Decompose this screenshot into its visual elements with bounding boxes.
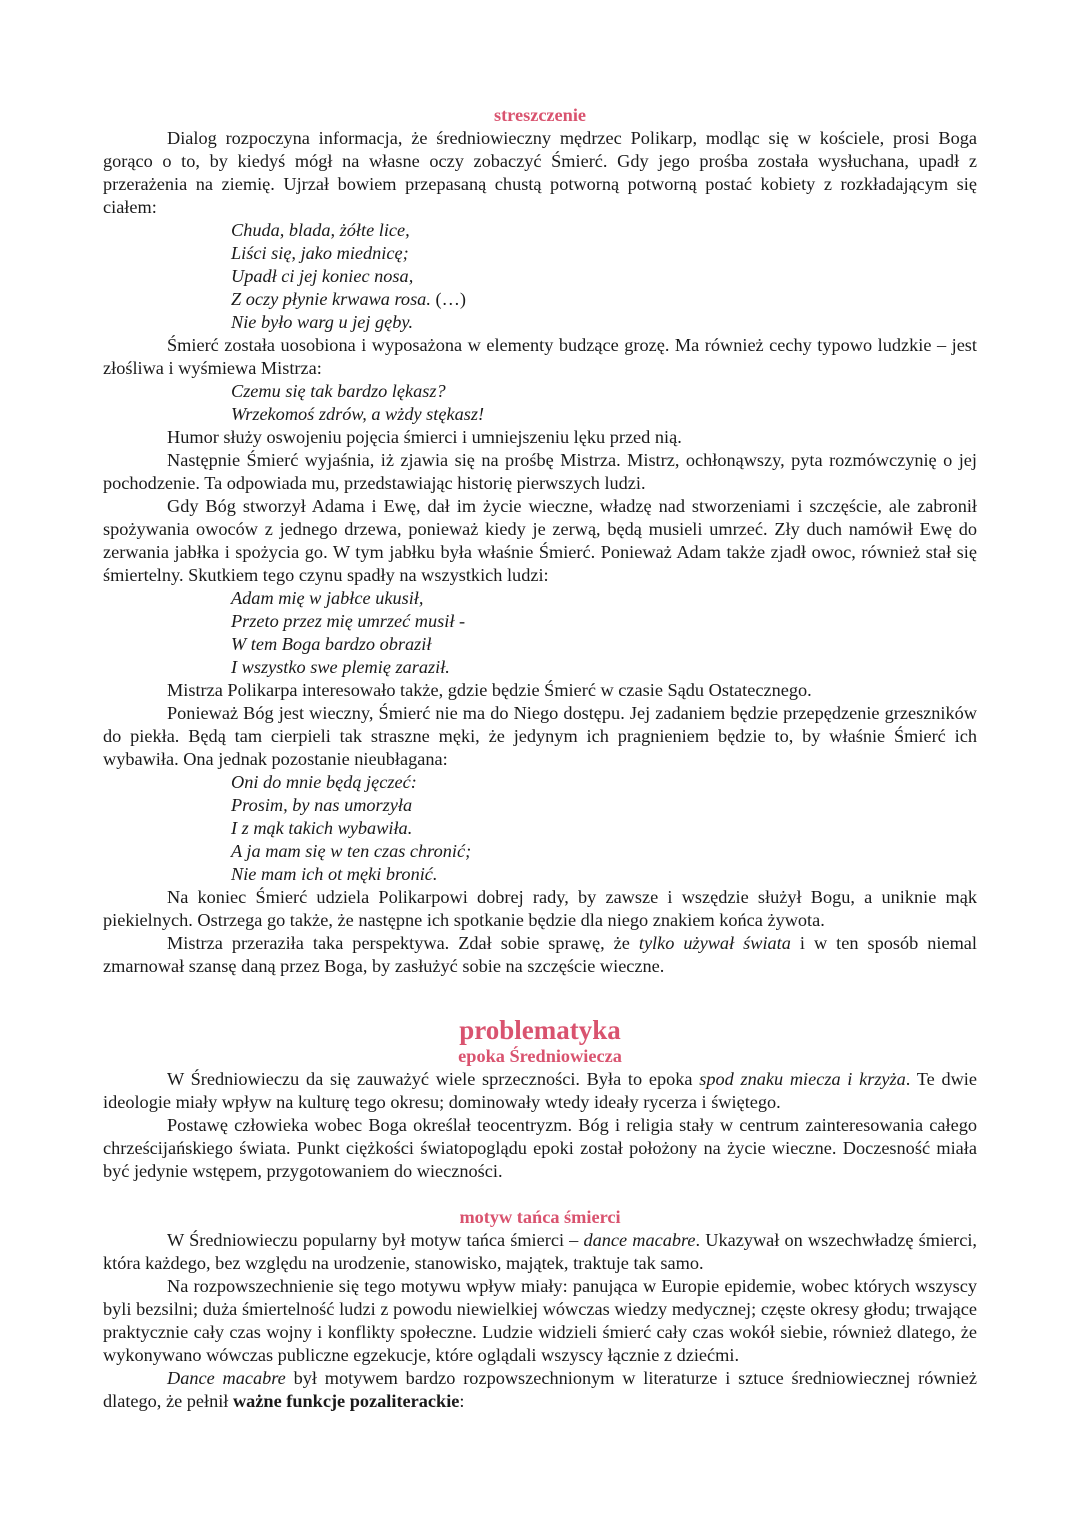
summary-paragraph-5: Gdy Bóg stworzył Adama i Ewę, dał im życie wieczne, władzę nad stworzeniami i szczęście, ale zabronił spożywania owoców z jednego drzewa, ponieważ kiedy je zerwą, będą musieli umrzeć. Zły duch namówił Ewę do zerwania jabłka i spożycia go. W tym jabłku była właśnie Śmierć. Ponieważ Adam także zjadł owoc, również stał się śmiertelny. Skutkiem tego czynu spadły na wszystkich ludzi: xyxy=(103,496,977,585)
verse-line-text: Z oczy płynie krwawa rosa. xyxy=(231,289,431,309)
dance-paragraph-1 xyxy=(103,1229,977,1275)
verse-quote-3 xyxy=(103,587,977,679)
verse-line: W tem Boga bardzo obraził xyxy=(231,634,432,654)
text-run: . Ukazywał on wszechwładzę śmierci, która każdego, bez względu na urodzenie, stanowisko, majątek, traktuje tak samo. xyxy=(103,1230,977,1273)
section-heading-dance: motyw tańca śmierci xyxy=(459,1207,621,1227)
verse-line: Prosim, by nas umorzyła xyxy=(231,795,413,815)
ellipsis-note: (…) xyxy=(430,289,466,309)
italic-phrase: Dance macabre xyxy=(167,1368,286,1388)
verse-line: Oni do mnie będą jęczeć: xyxy=(231,772,417,792)
text-run: : xyxy=(459,1391,465,1411)
italic-phrase: spod znaku miecza i krzyża xyxy=(699,1069,906,1089)
bold-phrase: ważne funkcje pozaliterackie xyxy=(232,1391,460,1411)
verse-line: A ja mam się w ten czas chronić; xyxy=(231,841,472,861)
verse-line: I wszystko swe plemię zaraził. xyxy=(231,657,450,677)
dance-paragraph-3 xyxy=(103,1367,977,1413)
document-page xyxy=(103,104,977,1413)
dance-paragraph-2: Na rozpowszechnienie się tego motywu wpływ miały: panująca w Europie epidemie, wobec których wszyscy byli bezsilni; duża śmiertelność ludzi z powodu niewielkiej wówczas wiedzy medycznej; częste okresy głodu; trwające praktycznie cały czas wojny i konflikty społeczne. Ludzie widzieli śmierć cały czas wokół siebie, również dlatego, że wykonywano wówczas publiczne egzekucje, które oglądali wszyscy łącznie z dziećmi. xyxy=(103,1276,977,1365)
problems-paragraph-1 xyxy=(103,1068,977,1114)
subheading-epoch: epoka Średniowiecza xyxy=(458,1046,622,1066)
summary-paragraph-8: Na koniec Śmierć udziela Polikarpowi dobrej rady, by zawsze i wszędzie służył Bogu, a uniknie mąk piekielnych. Ostrzega go także, że następne ich spotkanie będzie dla niego znakiem końca żywota. xyxy=(103,887,977,930)
verse-line: Upadł ci jej koniec nosa, xyxy=(231,266,414,286)
text-run: W Średniowieczu da się zauważyć wiele sprzeczności. Była to epoka xyxy=(167,1069,700,1089)
italic-phrase: tylko używał świata xyxy=(638,933,791,953)
summary-paragraph-9 xyxy=(103,932,977,978)
summary-paragraph-6: Mistrza Polikarpa interesowało także, gdzie będzie Śmierć w czasie Sądu Ostatecznego. xyxy=(167,680,812,700)
section-heading-summary: streszczenie xyxy=(493,105,587,125)
spacer xyxy=(103,1183,977,1206)
verse-line: Nie mam ich ot męki bronić. xyxy=(231,864,438,884)
summary-paragraph-1: Dialog rozpoczyna informacja, że średniowieczny mędrzec Polikarp, modląc się w kościele, prosi Boga gorąco o to, by kiedyś mógł na własne oczy zobaczyć Śmierć. Gdy jego prośba została wysłuchana, upadł z przerażenia na ziemię. Ujrzał bowiem przepasaną chustą potworną potworną postać kobiety z rozkładającym się ciałem: xyxy=(103,128,977,217)
summary-paragraph-7: Ponieważ Bóg jest wieczny, Śmierć nie ma do Niego dostępu. Jej zadaniem będzie przepędzenie grzeszników do piekła. Będą tam cierpieli tak straszne męki, że jedynym ich pragnieniem będzie to, by właśnie Śmierć ich wybawiła. Ona jednak pozostanie nieubłagana: xyxy=(103,703,977,769)
verse-line: Przeto przez mię umrzeć musił - xyxy=(231,611,466,631)
verse-line: Adam mię w jabłce ukusił, xyxy=(231,588,424,608)
summary-paragraph-4: Następnie Śmierć wyjaśnia, iż zjawia się na prośbę Mistrza. Mistrz, ochłonąwszy, pyta rozmówczynię o jej pochodzenie. Ta odpowiada mu, przedstawiając historię pierwszych ludzi. xyxy=(103,450,977,493)
verse-line: Czemu się tak bardzo lękasz? xyxy=(231,381,446,401)
verse-line: Liści się, jako miednicę; xyxy=(231,243,409,263)
text-run: . Te dwie ideologie miały wpływ na kulturę tego okresu; dominowały wtedy ideały rycerza i świętego. xyxy=(103,1069,977,1112)
text-run: W Średniowieczu popularny był motyw tańca śmierci – xyxy=(167,1230,584,1250)
verse-line xyxy=(231,288,977,311)
verse-line: Wrzekomoś zdrów, a wżdy stękasz! xyxy=(231,404,485,424)
summary-paragraph-2: Śmierć została uosobiona i wyposażona w elementy budzące grozę. Ma również cechy typowo ludzkie – jest złośliwa i wyśmiewa Mistrza: xyxy=(103,335,977,378)
text-run: był motywem bardzo rozpowszechnionym w literaturze i sztuce średniowiecznej również dlatego, że pełnił xyxy=(103,1368,978,1411)
summary-paragraph-3: Humor służy oswojeniu pojęcia śmierci i umniejszeniu lęku przed nią. xyxy=(167,427,682,447)
verse-line: Chuda, blada, żółte lice, xyxy=(231,220,410,240)
section-heading-problems: problematyka xyxy=(459,1015,621,1045)
verse-quote-1 xyxy=(103,219,977,334)
italic-phrase: dance macabre xyxy=(583,1230,696,1250)
verse-line: I z mąk takich wybawiła. xyxy=(231,818,413,838)
verse-line: Nie było warg u jej gęby. xyxy=(231,312,414,332)
text-run: i w ten sposób niemal zmarnował szansę daną przez Boga, by zasłużyć sobie na szczęście wieczne. xyxy=(103,933,977,976)
verse-quote-2 xyxy=(103,380,977,426)
text-run: Mistrza przeraziła taka perspektywa. Zdał sobie sprawę, że xyxy=(167,933,639,953)
verse-quote-4 xyxy=(103,771,977,886)
problems-paragraph-2: Postawę człowieka wobec Boga określał teocentryzm. Bóg i religia stały w centrum zainteresowania całego chrześcijańskiego świata. Punkt ciężkości światopoglądu epoki został położony na życie wieczne. Doczesność miała być jedynie wstępem, przygotowaniem do wieczności. xyxy=(103,1115,977,1181)
